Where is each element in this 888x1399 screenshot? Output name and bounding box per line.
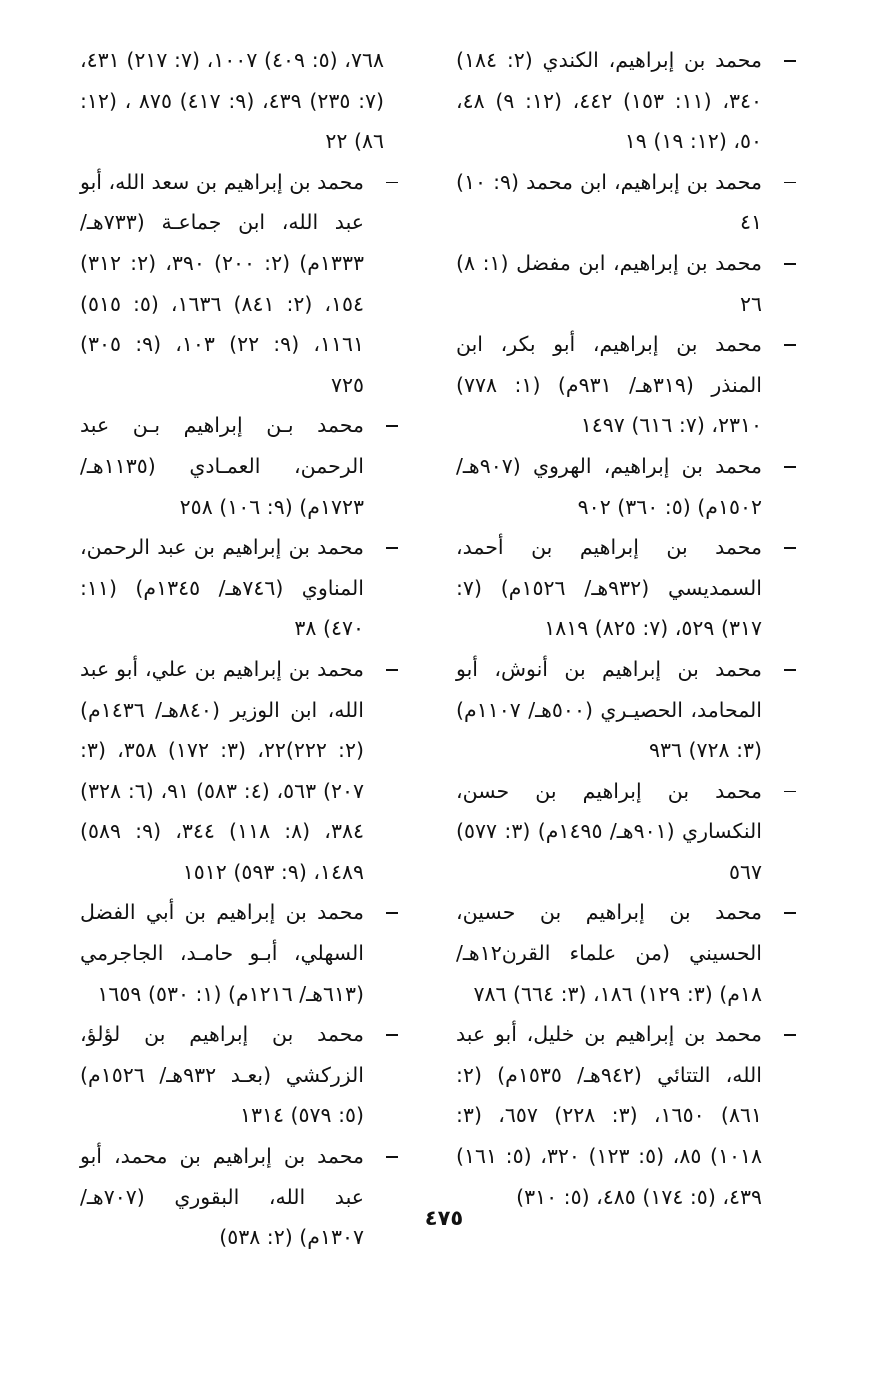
index-entry: محمد بن إبراهيم بن لؤلؤ، الزركشي (بعـد ٩٣٢هـ/ ١٥٢٦م) (٥: ٥٧٩) ١٣١٤ — [80, 1022, 364, 1128]
index-entry: محمد بن إبراهيم بن أحمد، السمديسي (٩٣٢هـ/ ١٥٢٦م) (٧: ٣١٧) ٥٢٩، (٧: ٨٢٥) ١٨١٩ — [456, 535, 762, 641]
index-entry: محمد بن إبراهيم بن عبد الرحمن، المناوي (٧٤٦هـ/ ١٣٤٥م) (١١: ٤٧٠) ٣٨ — [80, 535, 364, 641]
index-entry: محمد بن إبراهيم، ابن مفضل (١: ٨) ٢٦ — [456, 250, 762, 316]
index-entry: محمد بن إبراهيم بن أبي الفضل السهلي، أبـو حامـد، الجاجرمي (٦١٣هـ/ ١٢١٦م) (١: ٥٣٠) ١٦٥٩ — [80, 900, 364, 1006]
index-entry: محمد بن إبراهيم، ابن محمد (٩: ١٠) ٤١ — [456, 169, 762, 235]
index-entry: محمد بن إبراهيم، أبو بكر، ابن المنذر (٣١٩هـ/ ٩٣١م) (١: ٧٧٨) ٢٣١٠، (٧: ٦١٦) ١٤٩٧ — [456, 332, 762, 438]
index-entry: محمد بن إبراهيم، الكندي (٢: ١٨٤) ٣٤٠، (١١: ١٥٣) ٤٤٢، (١٢: ٩) ٤٨، ٥٠، (١٢: ١٩) ١٩ — [456, 48, 762, 154]
index-entry: محمد بن إبراهيم بن خليل، أبو عبد الله، التتائي (٩٤٢هـ/ ١٥٣٥م) (٢: ٨٦١) ١٦٥٠، (٣: ٢٢٨) ٦٥٧، (٣: ١٠١٨) ٨٥، (٥: ١٢٣) ٣٢٠، (٥: ١٦١) ٤٣٩، (٥: ١٧٤) ٤٨٥، (٥: ٣١٠) — [456, 1022, 762, 1209]
page-number: ٤٧٥ — [424, 1206, 464, 1230]
index-entry: محمد بن إبراهيم بن حسين، الحسيني (من علماء القرن١٢هـ/ ١٨م) (٣: ١٢٩) ١٨٦، (٣: ٦٦٤) ٧٨٦ — [456, 900, 762, 1006]
index-entry-continuation: ٧٦٨، (٥: ٤٠٩) ١٠٠٧، (٧: ٢١٧) ٤٣١، (٧: ٢٣٥) ٤٣٩، (٩: ٤١٧) ٨٧٥ ، (١٢: ٨٦) ٢٢ — [80, 48, 384, 154]
index-entry: محمد بن إبراهيم بن أنوش، أبو المحامد، الحصيـري (٥٠٠هـ/ ١١٠٧م) (٣: ٧٢٨) ٩٣٦ — [456, 656, 762, 763]
index-entry: محمد بن إبراهيم بن علي، أبو عبد الله، ابن الوزير (٨٤٠هـ/ ١٤٣٦م) (٢: ٢٢٢)٢٢، (٣: ١٧٢) ٣٥٨، (٣: ٢٠٧) ٥٦٣، (٤: ٥٨٣) ٩١، (٦: ٣٢٨) ٣٨٤، (٨: ١١٨) ٣٤٤، (٩: ٥٨٩) ١٤٨٩، (٩: ٥٩٣) ١٥١٢ — [80, 656, 364, 884]
index-entry: محمد بن إبراهيم بن محمد، أبو عبد الله، البقوري (٧٠٧هـ/ ١٣٠٧م) (٢: ٥٣٨) — [80, 1144, 364, 1250]
index-entry: محمد بن إبراهيم بن حسن، النكساري (٩٠١هـ/ ١٤٩٥م) (٣: ٥٧٧) ٥٦٧ — [456, 778, 762, 884]
index-entry: محمد بن إبراهيم، الهروي (٩٠٧هـ/ ١٥٠٢م) (٥: ٣٦٠) ٩٠٢ — [456, 453, 762, 519]
index-entry: محمد بن إبراهيم بن سعد الله، أبو عبد الله، ابن جماعـة (٧٣٣هـ/ ١٣٣٣م) (٢: ٢٠٠) ٣٩٠، (٢: ٣١٢) ١٥٤، (٢: ٨٤١) ١٦٣٦، (٥: ٥١٥) ١١٦١، (٩: ٢٢) ١٠٣، (٩: ٣٠٥) ٧٢٥ — [80, 169, 364, 397]
index-column-left — [80, 40, 398, 1258]
index-column-right — [456, 40, 796, 1217]
index-entry: محمد بـن إبراهيم بـن عبد الرحمن، العمـادي (١١٣٥هـ/ ١٧٢٣م) (٩: ١٠٦) ٢٥٨ — [80, 413, 364, 519]
